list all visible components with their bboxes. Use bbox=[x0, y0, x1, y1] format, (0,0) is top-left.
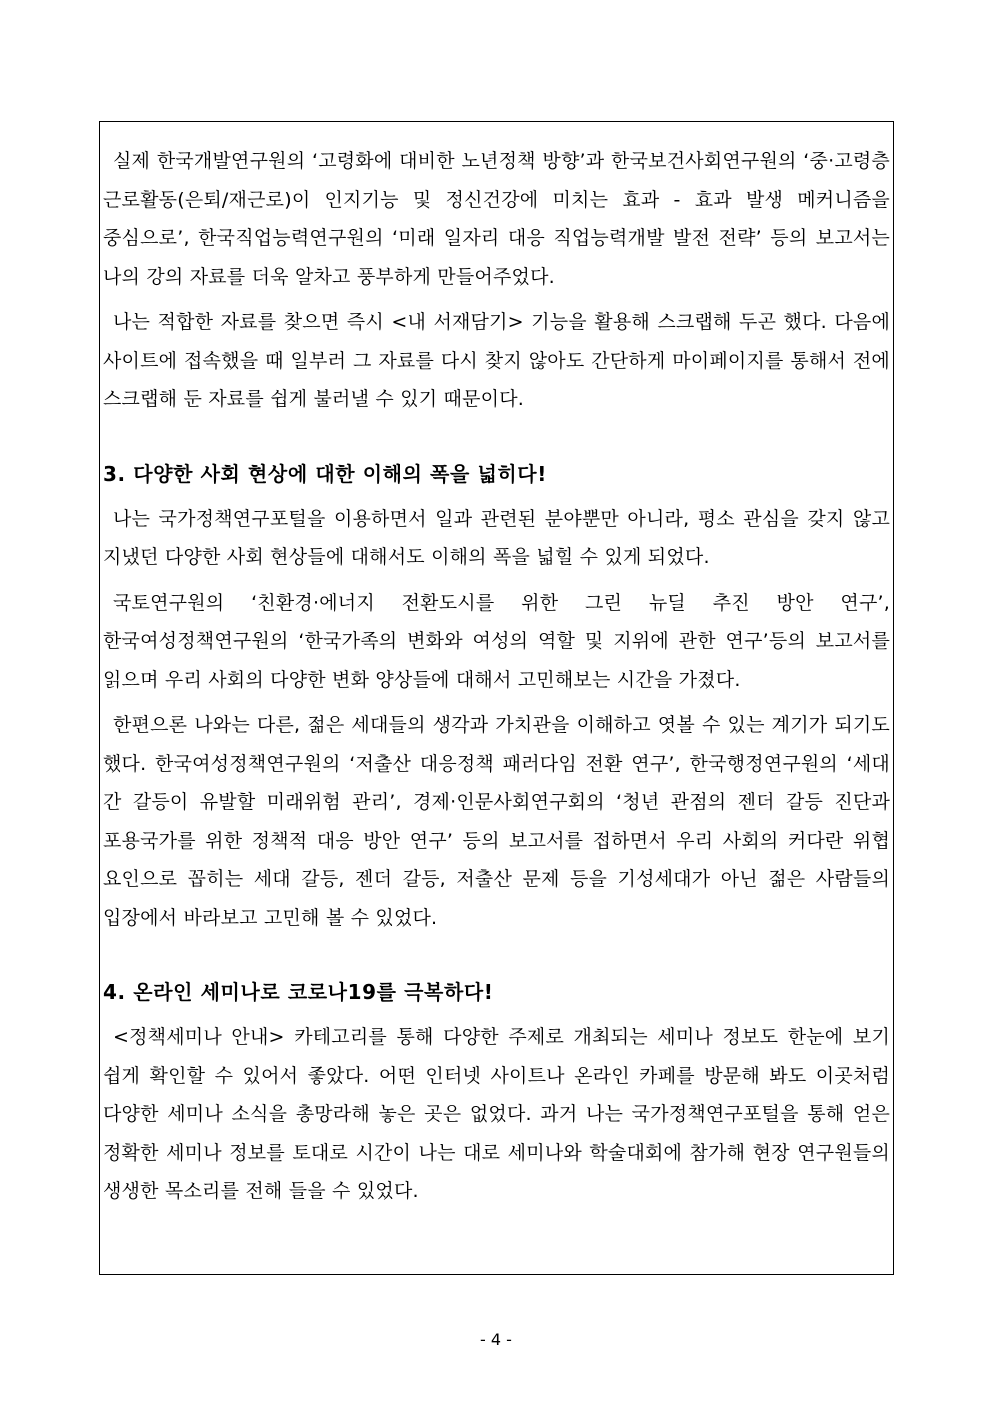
section4-heading: 4. 온라인 세미나로 코로나19를 극복하다! bbox=[103, 980, 494, 1004]
page-number: - 4 - bbox=[480, 1330, 512, 1349]
section3-paragraph-3: 한편으론 나와는 다른, 젊은 세대들의 생각과 가치관을 이해하고 엿볼 수 있는 계기가 되기도 했다. 한국여성정책연구원의 ‘저출산 대응정책 패러다임 전환 연구’, 한국행정연구원의 ‘세대 간 갈등이 유발할 미래위험 관리’, 경제·인문사회연구회의 ‘청년 관점의 젠더 갈등 진단과 포용국가를 위한 정책적 대응 방안 연구’ 등의 보고서를 접하면서 우리 사회의 커다란 위협 요인으로 꼽히는 세대 갈등, 젠더 갈등, 저출산 문제 등을 기성세대가 아닌 젊은 사람들의 입장에서 바라보고 고민해 볼 수 있었다. bbox=[103, 714, 890, 929]
section3-paragraph-1: 나는 국가정책연구포털을 이용하면서 일과 관련된 분야뿐만 아니라, 평소 관심을 갖지 않고 지냈던 다양한 사회 현상들에 대해서도 이해의 폭을 넓힐 수 있게 되었다. bbox=[103, 507, 890, 568]
content-box bbox=[99, 121, 894, 1275]
section3-heading: 3. 다양한 사회 현상에 대한 이해의 폭을 넓히다! bbox=[103, 461, 547, 486]
section4-paragraph-1: <정책세미나 안내> 카테고리를 통해 다양한 주제로 개최되는 세미나 정보도 한눈에 보기 쉽게 확인할 수 있어서 좋았다. 어떤 인터넷 사이트나 온라인 카페를 방문해 봐도 이곳처럼 다양한 세미나 소식을 총망라해 놓은 곳은 없었다. 과거 나는 국가정책연구포털을 통해 얻은 정확한 세미나 정보를 토대로 시간이 나는 대로 세미나와 학술대회에 참가해 현장 연구원들의 생생한 목소리를 전해 들을 수 있었다. bbox=[103, 1026, 890, 1202]
section3-paragraph-2: 국토연구원의 ‘친환경·에너지 전환도시를 위한 그린 뉴딜 추진 방안 연구’, 한국여성정책연구원의 ‘한국가족의 변화와 여성의 역할 및 지위에 관한 연구’등의 보고서를 읽으며 우리 사회의 다양한 변화 양상들에 대해서 고민해보는 시간을 가졌다. bbox=[103, 591, 890, 691]
intro-paragraph-2: 나는 적합한 자료를 찾으면 즉시 <내 서재담기> 기능을 활용해 스크랩해 두곤 했다. 다음에 사이트에 접속했을 때 일부러 그 자료를 다시 찾지 않아도 간단하게 마이페이지를 통해서 전에 스크랩해 둔 자료를 쉽게 불러낼 수 있기 때문이다. bbox=[103, 311, 890, 410]
intro-paragraph-1: 실제 한국개발연구원의 ‘고령화에 대비한 노년정책 방향’과 한국보건사회연구원의 ‘중·고령층 근로활동(은퇴/재근로)이 인지기능 및 정신건강에 미치는 효과 - 효과 발생 메커니즘을 중심으로’, 한국직업능력연구원의 ‘미래 일자리 대응 직업능력개발 발전 전략’ 등의 보고서는 나의 강의 자료를 더욱 알차고 풍부하게 만들어주었다. bbox=[103, 150, 890, 288]
